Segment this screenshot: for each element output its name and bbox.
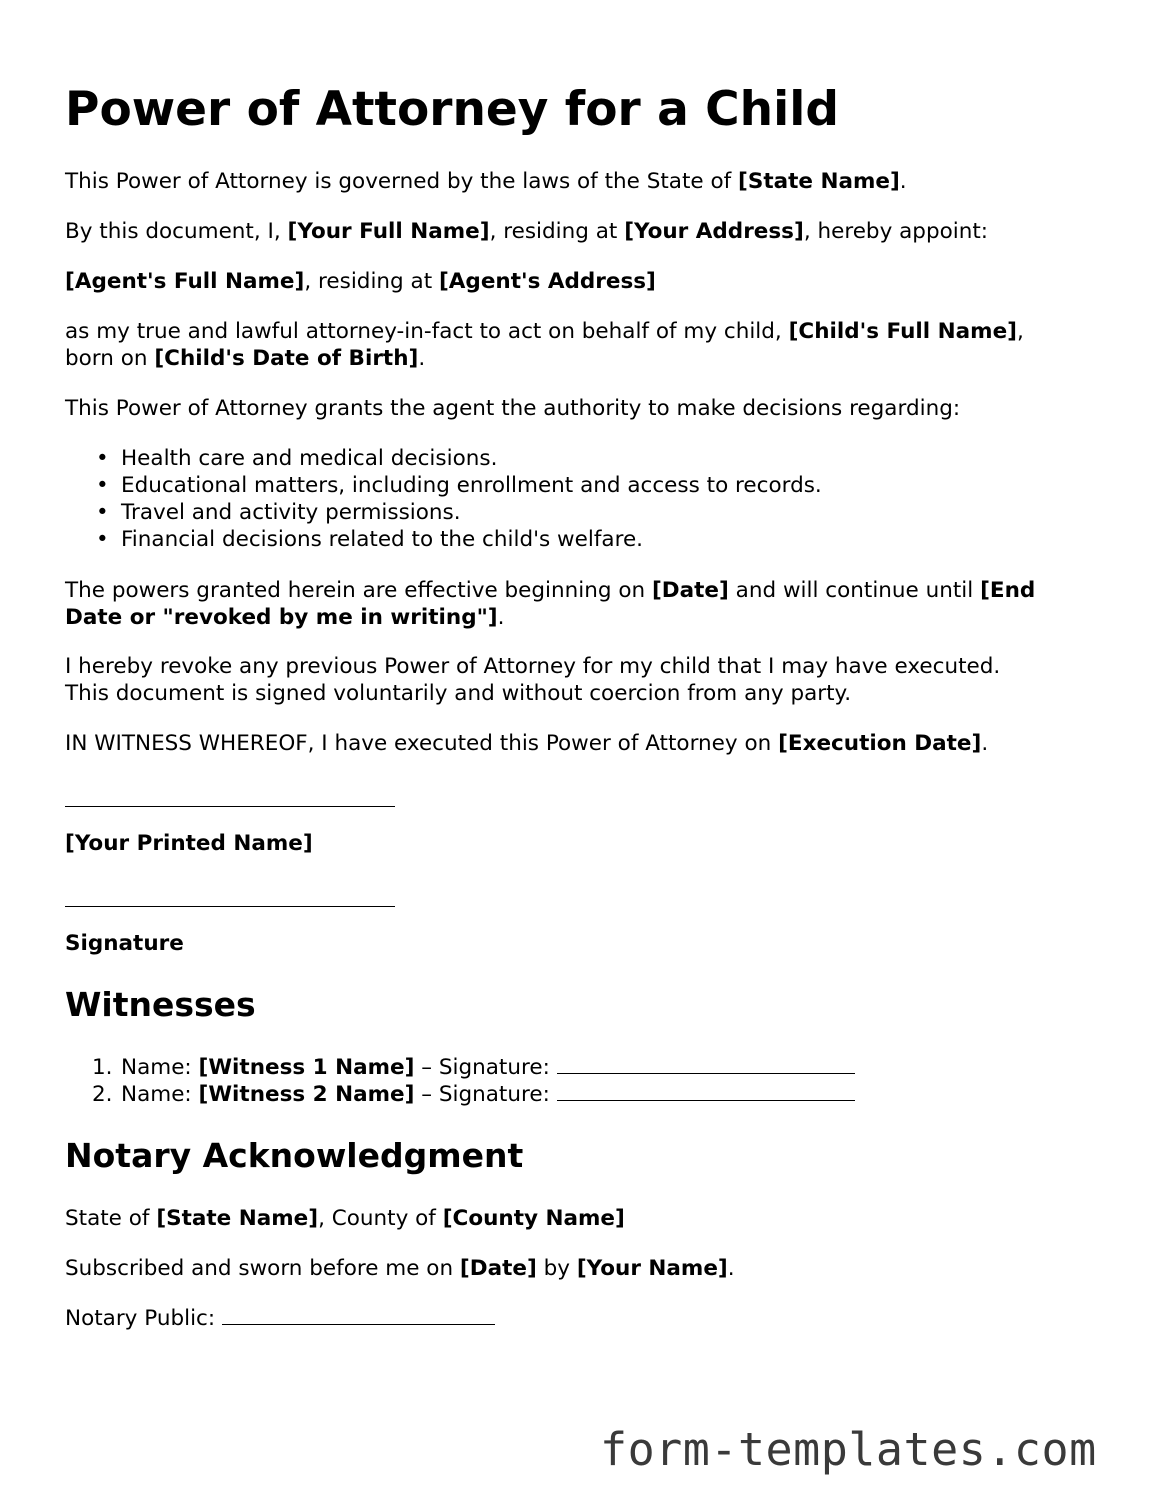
- governing-law-paragraph: This Power of Attorney is governed by the laws of the State of [State Name].: [65, 169, 907, 194]
- execution-date-placeholder: [Execution Date]: [778, 731, 982, 756]
- witness-2-name-placeholder: [Witness 2 Name]: [198, 1082, 415, 1107]
- list-item: • Financial decisions related to the child's welfare.: [96, 527, 644, 552]
- start-date-placeholder: [Date]: [651, 578, 729, 603]
- signature-label: Signature: [65, 931, 184, 956]
- agent-address-placeholder: [Agent's Address]: [438, 269, 656, 294]
- powers-list: [65, 445, 822, 553]
- notary-sworn: Subscribed and sworn before me on [Date] by [Your Name].: [65, 1256, 735, 1281]
- printed-name-label: [Your Printed Name]: [65, 831, 313, 856]
- witness-clause: IN WITNESS WHEREOF, I have executed this Power of Attorney on [Execution Date].: [65, 731, 989, 756]
- child-dob-placeholder: [Child's Date of Birth]: [154, 346, 419, 371]
- list-item: • Travel and activity permissions.: [96, 500, 461, 525]
- notary-heading: Notary Acknowledgment: [65, 1136, 524, 1175]
- appointment-paragraph: By this document, I, [Your Full Name], residing at [Your Address], hereby appoint:: [65, 219, 989, 244]
- witnesses-list: [65, 1054, 855, 1108]
- bullet-icon: •: [96, 446, 109, 471]
- list-item: 1. Name: [Witness 1 Name] – Signature:: [65, 1054, 855, 1081]
- list-item: • Health care and medical decisions.: [96, 446, 498, 471]
- signature-line: [65, 906, 395, 907]
- state-name-placeholder: [State Name]: [738, 169, 900, 194]
- bullet-icon: •: [96, 527, 109, 552]
- effective-paragraph: The powers granted herein are effective beginning on [Date] and will continue until [End Date or "revoked by me in writing"].: [65, 578, 1036, 630]
- bullet-icon: •: [96, 473, 109, 498]
- witness-2-signature-line: [557, 1082, 855, 1101]
- child-paragraph: as my true and lawful attorney-in-fact to act on behalf of my child, [Child's Full Name], born on [Child's Date of Birth].: [65, 319, 1024, 371]
- child-name-placeholder: [Child's Full Name]: [788, 319, 1017, 344]
- notary-state-placeholder: [State Name]: [156, 1206, 319, 1231]
- your-full-name-placeholder: [Your Full Name]: [287, 219, 490, 244]
- sworn-name-placeholder: [Your Name]: [576, 1256, 728, 1281]
- printed-name-line: [65, 806, 395, 807]
- end-date-placeholder-a: [End: [980, 578, 1036, 603]
- end-date-placeholder-b: Date or "revoked by me in writing"]: [65, 605, 498, 630]
- bullet-icon: •: [96, 500, 109, 525]
- witnesses-heading: Witnesses: [65, 985, 256, 1024]
- notary-state-county: State of [State Name], County of [County Name]: [65, 1206, 625, 1231]
- agent-name-placeholder: [Agent's Full Name]: [65, 269, 305, 294]
- notary-signature-line: [222, 1306, 495, 1325]
- witness-1-name-placeholder: [Witness 1 Name]: [198, 1055, 415, 1080]
- county-name-placeholder: [County Name]: [442, 1206, 625, 1231]
- revocation-paragraph: I hereby revoke any previous Power of Attorney for my child that I may have executed. This document is signed voluntarily and without coercion from any party.: [65, 654, 1001, 706]
- watermark: form-templates.com: [600, 1423, 1097, 1476]
- document-title: Power of Attorney for a Child: [65, 82, 839, 137]
- agent-paragraph: [Agent's Full Name], residing at [Agent's Address]: [65, 269, 656, 294]
- notary-public: Notary Public:: [65, 1305, 495, 1332]
- your-address-placeholder: [Your Address]: [624, 219, 804, 244]
- list-item: • Educational matters, including enrollment and access to records.: [96, 473, 822, 498]
- list-item: 2. Name: [Witness 2 Name] – Signature:: [65, 1081, 855, 1108]
- sworn-date-placeholder: [Date]: [459, 1256, 537, 1281]
- witness-1-signature-line: [557, 1055, 855, 1074]
- authority-intro: This Power of Attorney grants the agent the authority to make decisions regarding:: [65, 396, 961, 421]
